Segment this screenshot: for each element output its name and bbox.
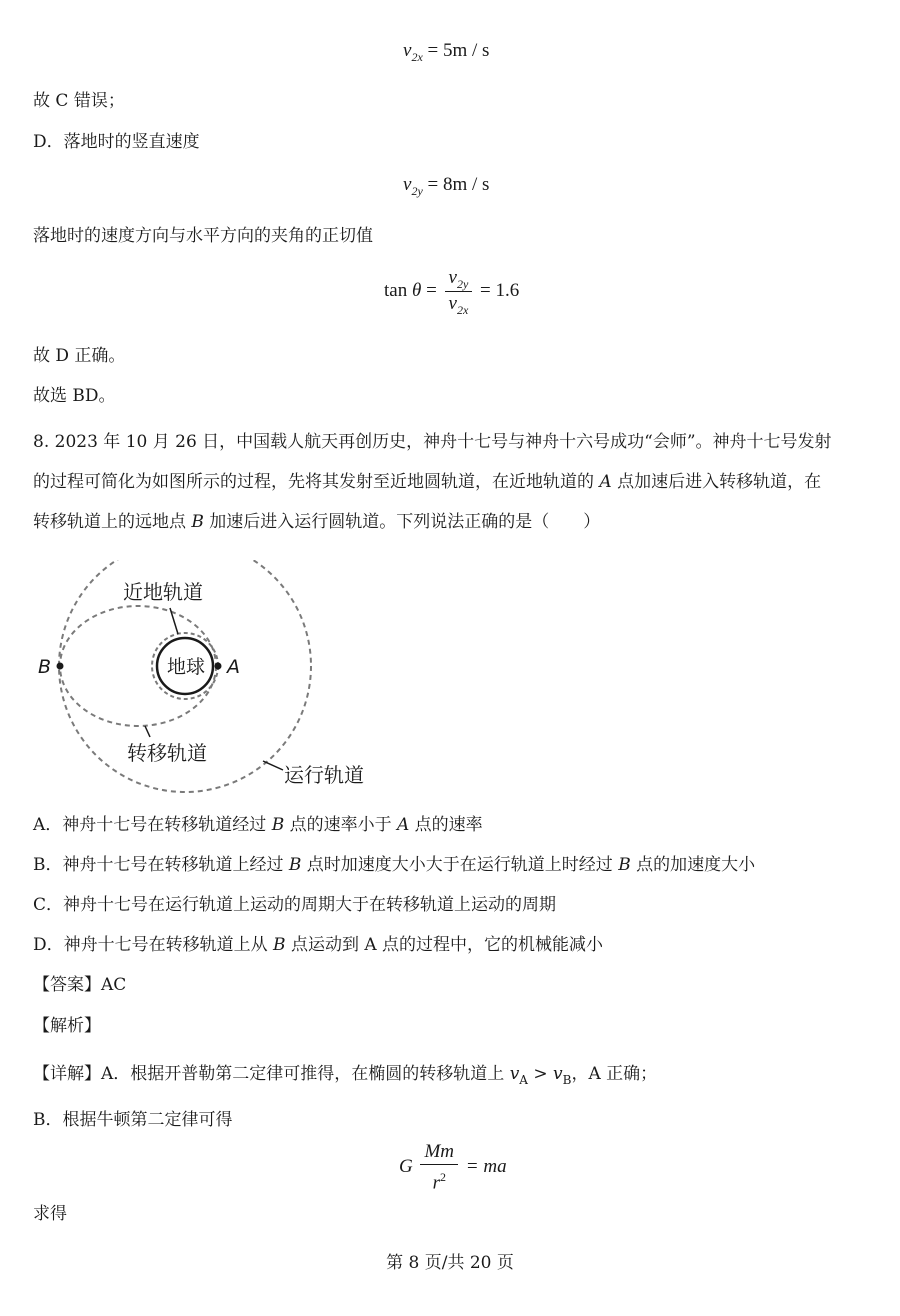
- eq-fraction: [445, 266, 473, 317]
- equation-v2x: [403, 40, 489, 62]
- answer-label: 【答案】AC: [33, 975, 127, 995]
- eq-rhs: = 5m / s: [427, 40, 490, 61]
- eq-fraction: [420, 1140, 458, 1195]
- equation-tan-theta: [384, 266, 519, 317]
- option-b: B．神舟十七号在转移轨道上经过 B 点时加速度大小大于在运行轨道上时经过 B 点的加速度大小: [33, 855, 756, 875]
- eq-subscript: 2y: [411, 184, 423, 198]
- question-8-stem: [33, 422, 868, 542]
- text-tan-description: 落地时的速度方向与水平方向的夹角的正切值: [33, 226, 373, 246]
- operating-orbit-leader-line: [263, 761, 283, 770]
- eq-rhs: = 1.6: [480, 279, 520, 301]
- eq-rhs: = 8m / s: [427, 174, 490, 195]
- text-c-wrong: 故 C 错误；: [33, 91, 125, 111]
- eq-var: v: [403, 40, 412, 61]
- detail-line: 【详解】A．根据开普勒第二定律可推得，在椭圆的转移轨道上 $v_A > v_B$，A 正确；: [33, 1064, 658, 1087]
- q8-line-2: 的过程可简化为如图所示的过程，先将其发射至近地圆轨道，在近地轨道的 A 点加速后进入转移轨道，在: [33, 472, 822, 492]
- equation-v2y: [403, 174, 489, 196]
- label-earth: 地球: [167, 656, 206, 678]
- label-near-orbit: 近地轨道: [123, 580, 203, 604]
- option-c: C．神舟十七号在运行轨道上运动的周期大于在转移轨道上运动的周期: [33, 895, 557, 915]
- text-get: 求得: [33, 1204, 67, 1224]
- q8-line-3: 转移轨道上的远地点 B 加速后进入运行圆轨道。下列说法正确的是（ ）: [33, 512, 601, 532]
- text-d-title: D．落地时的竖直速度: [33, 132, 200, 152]
- page-footer: 第 8 页/共 20 页: [386, 1253, 514, 1273]
- equation-newton: [399, 1140, 507, 1195]
- eq-numerator: $v_{2y}$: [445, 266, 473, 292]
- analysis-label: 【解析】: [33, 1016, 101, 1036]
- text-d-right: 故 D 正确。: [33, 346, 126, 366]
- eq-rhs: = ma: [465, 1156, 507, 1178]
- text-b-newton: B．根据牛顿第二定律可得: [33, 1110, 233, 1130]
- label-point-a: A: [227, 656, 240, 678]
- text-choose: 故选 BD。: [33, 386, 116, 406]
- label-point-b: B: [38, 656, 52, 678]
- orbit-diagram: [0, 560, 420, 800]
- option-a: A．神舟十七号在转移轨道经过 B 点的速率小于 A 点的速率: [33, 815, 483, 835]
- eq-var: v: [403, 174, 412, 195]
- eq-denominator: $v_{2x}$: [448, 293, 469, 317]
- point-b-dot: [57, 663, 64, 670]
- point-a-dot: [215, 663, 222, 670]
- option-d: D．神舟十七号在转移轨道上从 B 点运动到 A 点的过程中，它的机械能减小: [33, 935, 604, 955]
- eq-subscript: 2x: [411, 50, 423, 64]
- q8-line-1: 8. 2023 年 10 月 26 日，中国载人航天再创历史，神舟十七号与神舟十六号成功“会师”。神舟十七号发射: [33, 432, 832, 452]
- eq-g: G: [399, 1156, 413, 1178]
- eq-numerator: Mm: [420, 1140, 458, 1165]
- transfer-orbit-leader-line: [145, 726, 150, 737]
- eq-denominator: $r^2$: [432, 1170, 446, 1194]
- label-transfer-orbit: 转移轨道: [127, 741, 207, 765]
- eq-tan: tan: [384, 279, 408, 301]
- eq-equals: =: [426, 279, 437, 301]
- eq-theta: θ: [411, 279, 422, 301]
- label-operating-orbit: 运行轨道: [284, 763, 364, 787]
